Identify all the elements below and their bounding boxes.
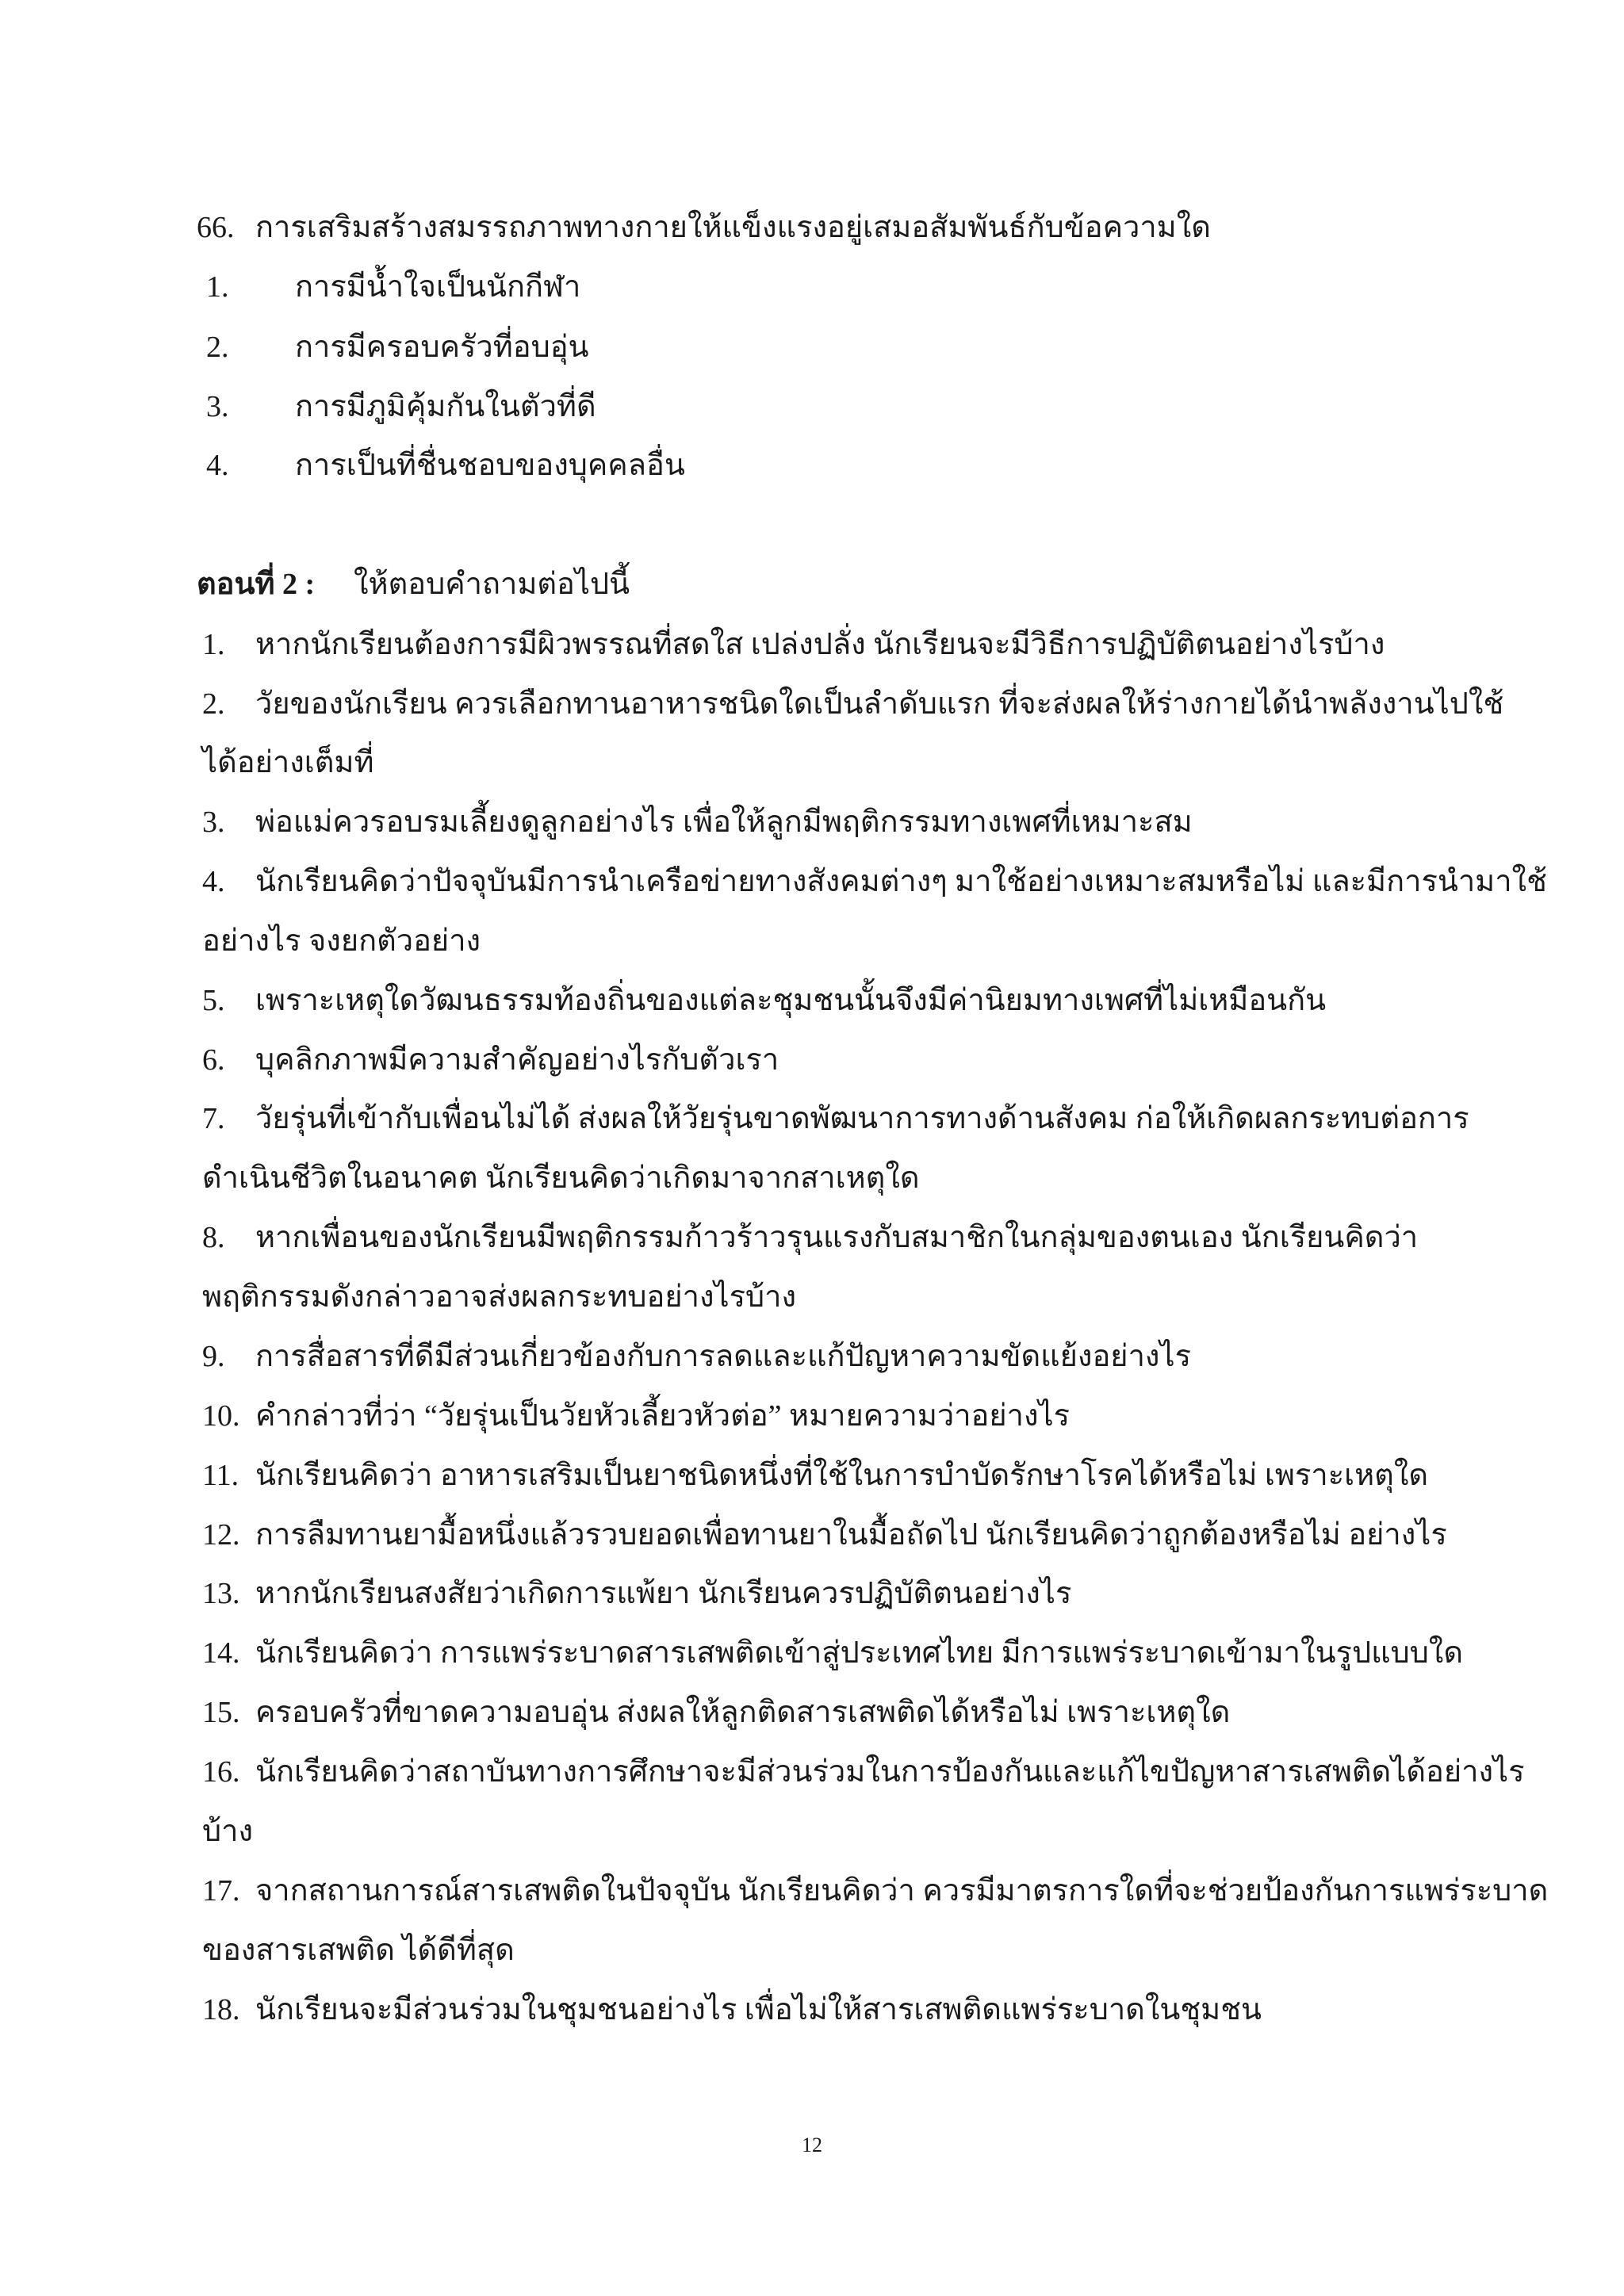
question-number: 4.	[202, 865, 225, 898]
question-number: 7.	[202, 1102, 225, 1135]
question-number: 9.	[202, 1340, 225, 1373]
choice-number: 4.	[206, 449, 229, 482]
choice-number: 2.	[206, 331, 229, 364]
choice-text: การเป็นที่ชื่นชอบของบุคคลอื่น	[295, 449, 685, 482]
question-text-continuation: ของสารเสพติด ได้ดีที่สุด	[202, 1934, 515, 1967]
question-text-continuation: ได้อย่างเต็มที่	[202, 746, 374, 779]
question-number: 6.	[202, 1043, 225, 1077]
page-number: 12	[802, 2133, 822, 2156]
question-text-continuation: ดำเนินชีวิตในอนาคต นักเรียนคิดว่าเกิดมาจากสาเหตุใด	[202, 1161, 920, 1195]
question-text-continuation: พฤติกรรมดังกล่าวอาจส่งผลกระทบอย่างไรบ้าง	[202, 1280, 797, 1314]
question-text: วัยรุ่นที่เข้ากับเพื่อนไม่ได้ ส่งผลให้วัยรุ่นขาดพัฒนาการทางด้านสังคม ก่อให้เกิดผลกระทบต่อการ	[255, 1102, 1469, 1135]
question-number: 2.	[202, 687, 225, 721]
choice-text: การมีน้ำใจเป็นนักกีฬา	[295, 270, 581, 304]
question-text: หากนักเรียนสงสัยว่าเกิดการแพ้ยา นักเรียนควรปฏิบัติตนอย่างไร	[255, 1577, 1072, 1610]
choice-number: 1.	[206, 270, 229, 304]
question-text: นักเรียนคิดว่าปัจจุบันมีการนำเครือข่ายทางสังคมต่างๆ มาใช้อย่างเหมาะสมหรือไม่ และมีการนำมาใช้	[255, 865, 1547, 898]
question-text: พ่อแม่ควรอบรมเลี้ยงดูลูกอย่างไร เพื่อให้ลูกมีพฤติกรรมทางเพศที่เหมาะสม	[255, 806, 1193, 839]
choice-text: การมีครอบครัวที่อบอุ่น	[295, 331, 589, 364]
question-text: หากนักเรียนต้องการมีผิวพรรณที่สดใส เปล่งปลั่ง นักเรียนจะมีวิธีการปฏิบัติตนอย่างไรบ้าง	[255, 628, 1385, 661]
question-number: 5.	[202, 984, 225, 1017]
question-number: 3.	[202, 806, 225, 839]
question-number: 14.	[202, 1636, 240, 1670]
question-number: 13.	[202, 1577, 240, 1610]
question-text: จากสถานการณ์สารเสพติดในปัจจุบัน นักเรียนคิดว่า ควรมีมาตรการใดที่จะช่วยป้องกันการแพร่ระบาด	[255, 1874, 1549, 1908]
question-text: ครอบครัวที่ขาดความอบอุ่น ส่งผลให้ลูกติดสารเสพติดได้หรือไม่ เพราะเหตุใด	[255, 1696, 1231, 1729]
question-text: การลืมทานยามื้อหนึ่งแล้วรวบยอดเพื่อทานยาในมื้อถัดไป นักเรียนคิดว่าถูกต้องหรือไม่ อย่างไร	[255, 1518, 1447, 1552]
question-number: 12.	[202, 1518, 240, 1552]
question-number: 15.	[202, 1696, 240, 1729]
question-text: การเสริมสร้างสมรรถภาพทางกายให้แข็งแรงอยู่เสมอสัมพันธ์กับข้อความใด	[255, 211, 1211, 244]
question-number: 1.	[202, 628, 225, 661]
question-number: 10.	[202, 1399, 240, 1433]
choice-text: การมีภูมิคุ้มกันในตัวที่ดี	[295, 390, 596, 423]
question-text: นักเรียนคิดว่า อาหารเสริมเป็นยาชนิดหนึ่งที่ใช้ในการบำบัดรักษาโรคได้หรือไม่ เพราะเหตุใด	[255, 1459, 1429, 1492]
part-instruction: ให้ตอบคำถามต่อไปนี้	[354, 568, 630, 601]
question-text: นักเรียนจะมีส่วนร่วมในชุมชนอย่างไร เพื่อไม่ให้สารเสพติดแพร่ระบาดในชุมชน	[255, 1993, 1262, 2026]
question-number: 16.	[202, 1755, 240, 1789]
question-text: การสื่อสารที่ดีมีส่วนเกี่ยวข้องกับการลดและแก้ปัญหาความขัดแย้งอย่างไร	[255, 1340, 1191, 1373]
question-number: 66.	[197, 211, 235, 244]
question-text: นักเรียนคิดว่าสถาบันทางการศึกษาจะมีส่วนร่วมในการป้องกันและแก้ไขปัญหาสารเสพติดได้อย่างไร	[255, 1755, 1525, 1789]
question-number: 8.	[202, 1221, 225, 1254]
part-label: ตอนที่ 2 :	[197, 568, 316, 601]
question-number: 17.	[202, 1874, 240, 1908]
question-text: หากเพื่อนของนักเรียนมีพฤติกรรมก้าวร้าวรุนแรงกับสมาชิกในกลุ่มของตนเอง นักเรียนคิดว่า	[255, 1221, 1419, 1254]
question-text: เพราะเหตุใดวัฒนธรรมท้องถิ่นของแต่ละชุมชนนั้นจึงมีค่านิยมทางเพศที่ไม่เหมือนกัน	[255, 984, 1327, 1017]
question-text-continuation: อย่างไร จงยกตัวอย่าง	[202, 924, 481, 958]
question-text: บุคลิกภาพมีความสำคัญอย่างไรกับตัวเรา	[255, 1043, 779, 1077]
question-text: นักเรียนคิดว่า การแพร่ระบาดสารเสพติดเข้าสู่ประเทศไทย มีการแพร่ระบาดเข้ามาในรูปแบบใด	[255, 1636, 1464, 1670]
question-text-continuation: บ้าง	[202, 1815, 254, 1848]
question-number: 11.	[202, 1459, 239, 1492]
question-number: 18.	[202, 1993, 240, 2026]
choice-number: 3.	[206, 390, 229, 423]
question-text: คำกล่าวที่ว่า “วัยรุ่นเป็นวัยหัวเลี้ยวหัวต่อ” หมายความว่าอย่างไร	[255, 1399, 1071, 1433]
question-text: วัยของนักเรียน ควรเลือกทานอาหารชนิดใดเป็นลำดับแรก ที่จะส่งผลให้ร่างกายได้นำพลังงานไปใช้	[255, 687, 1504, 721]
